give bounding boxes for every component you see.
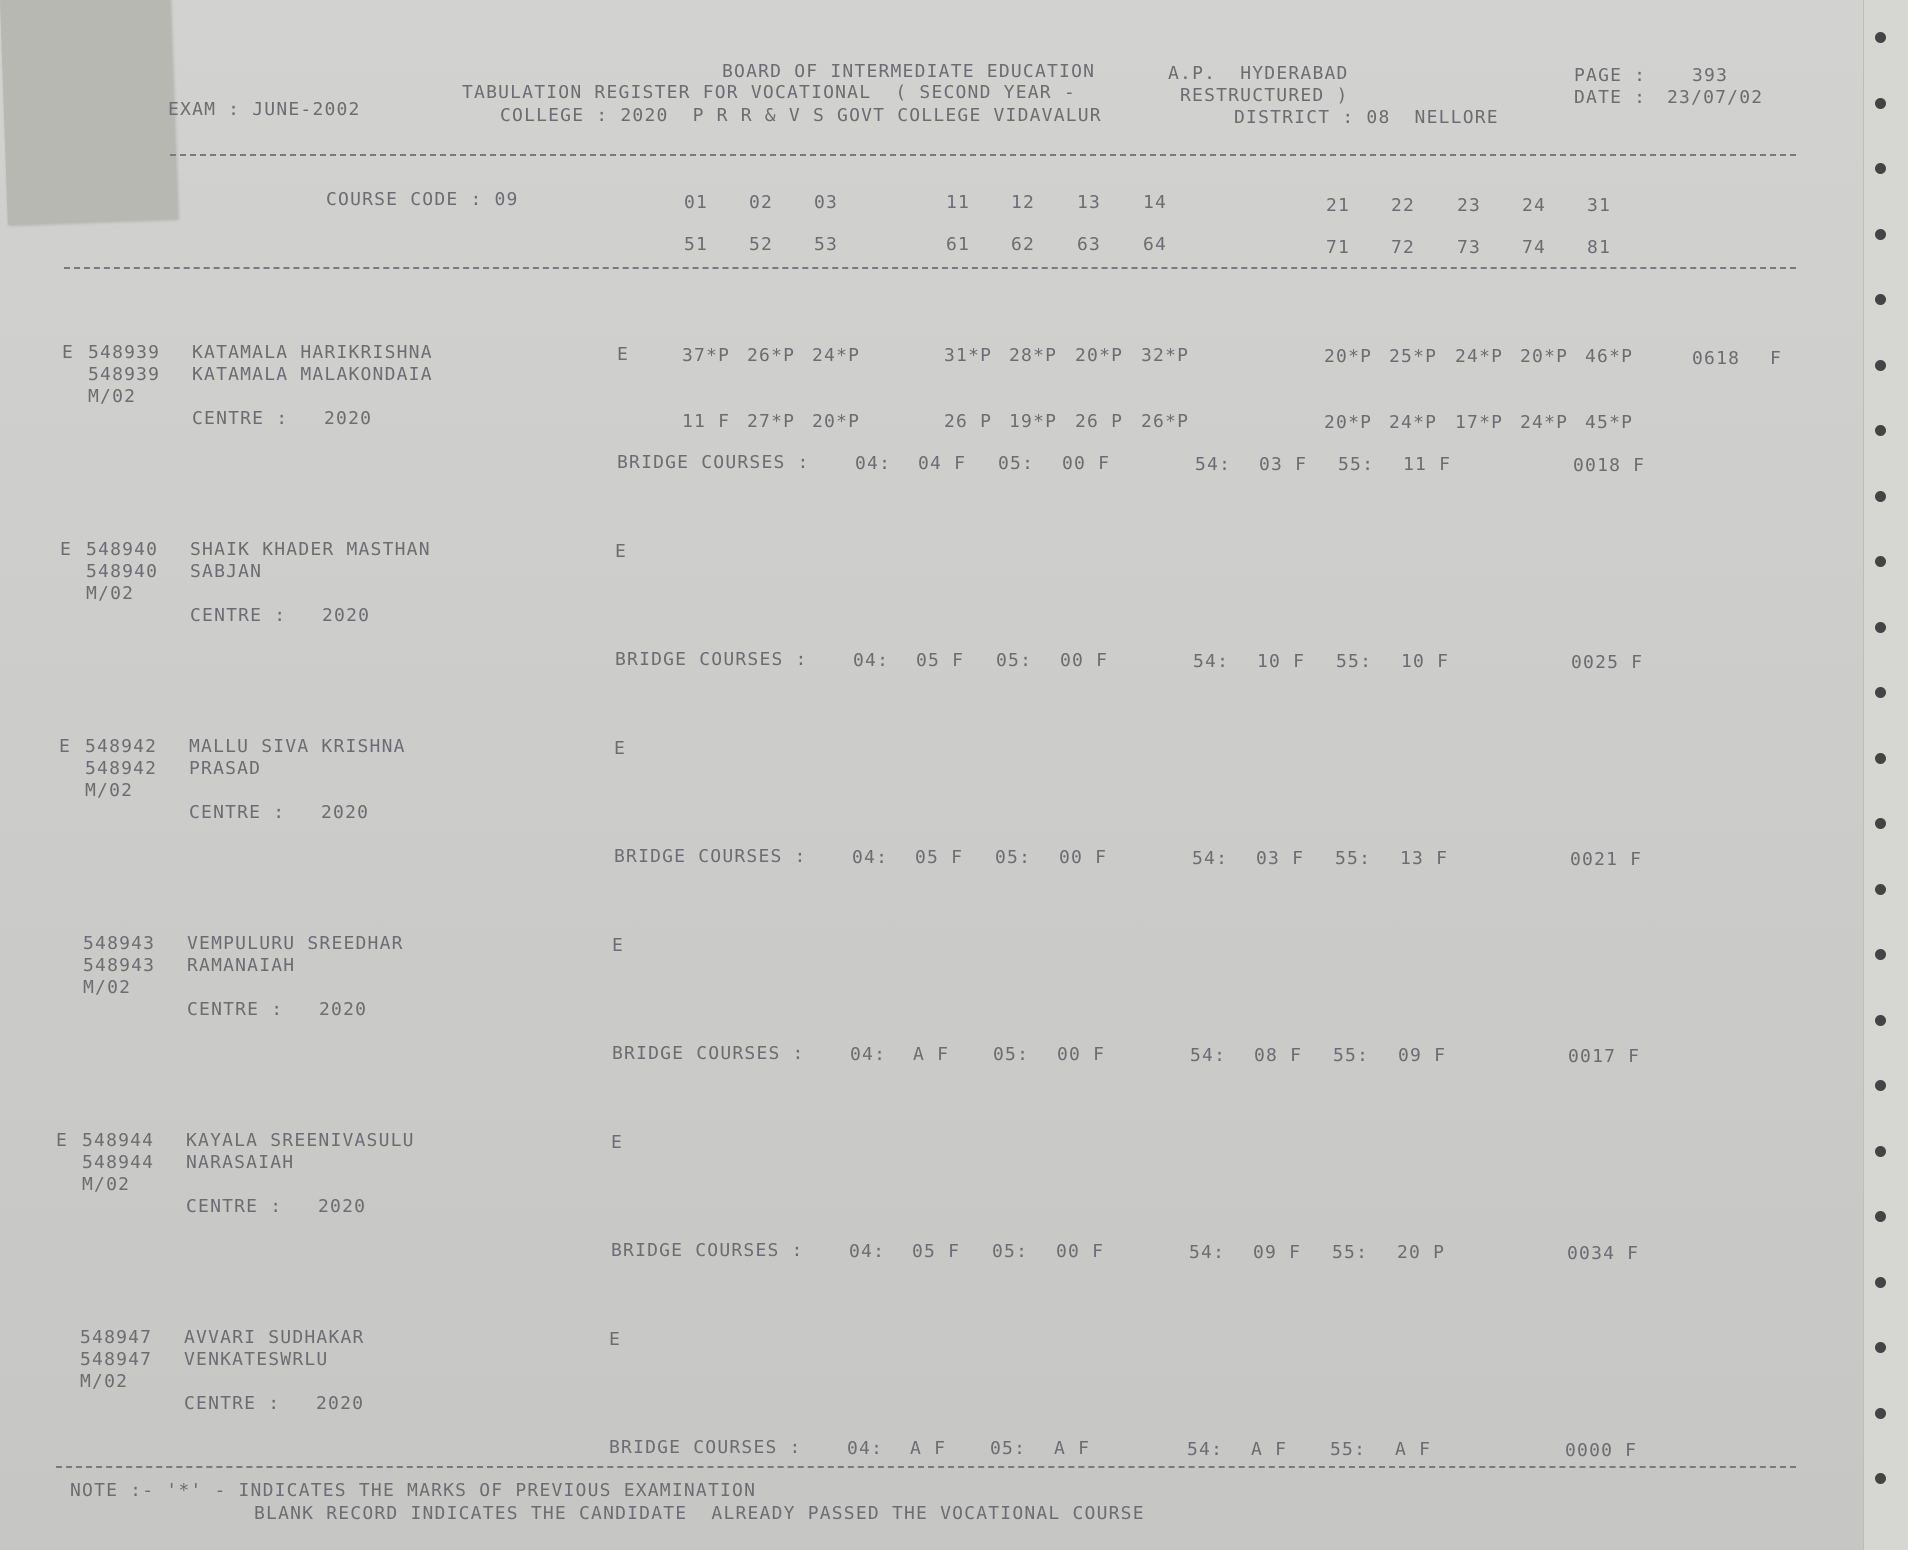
exam-flag: E [60, 539, 73, 560]
centre-code: 2020 [324, 408, 373, 429]
candidate-name: KATAMALA HARIKRISHNA [192, 342, 433, 363]
bridge-code: 05: [998, 453, 1035, 474]
bridge-total: 0017 F [1568, 1046, 1641, 1067]
bridge-mark: 00 F [1056, 1241, 1105, 1262]
parent-name: KATAMALA MALAKONDAIA [192, 364, 433, 385]
bridge-mark: 09 F [1398, 1045, 1447, 1066]
parent-name: SABJAN [190, 561, 263, 582]
binder-hole [1875, 687, 1886, 698]
bridge-code: 55: [1333, 1045, 1370, 1066]
bridge-courses-label: BRIDGE COURSES : [617, 452, 810, 473]
subject-mark: 32*P [1141, 345, 1190, 366]
hall-ticket-number: 548944 [82, 1130, 155, 1151]
binder-hole [1875, 818, 1886, 829]
bridge-mark: A F [910, 1438, 947, 1459]
divider [56, 1466, 1796, 1468]
exam-flag: E [56, 1130, 69, 1151]
subject-mark: 24*P [1520, 412, 1569, 433]
binder-hole [1875, 229, 1886, 240]
perforated-edge [1863, 0, 1908, 1550]
bridge-mark: 05 F [912, 1241, 961, 1262]
course-code-label: COURSE CODE : 09 [326, 189, 519, 210]
registration-number: 548940 [86, 561, 159, 582]
subject-mark: 37*P [682, 345, 731, 366]
binder-hole [1875, 1080, 1886, 1091]
registration-number: 548944 [82, 1152, 155, 1173]
bridge-mark: 05 F [916, 650, 965, 671]
bridge-code: 55: [1338, 454, 1375, 475]
binder-hole [1875, 884, 1886, 895]
course-code: 13 [1077, 192, 1102, 213]
bridge-mark: 09 F [1253, 1242, 1302, 1263]
parent-name: PRASAD [189, 758, 262, 779]
candidate-name: MALLU SIVA KRISHNA [189, 736, 406, 757]
centre-code: 2020 [319, 999, 368, 1020]
binder-hole [1875, 1473, 1886, 1484]
course-code: 61 [946, 234, 971, 255]
category-code: M/02 [80, 1371, 129, 1392]
subject-mark: 11 F [682, 411, 731, 432]
bridge-code: 05: [993, 1044, 1030, 1065]
bridge-mark: 03 F [1259, 454, 1308, 475]
centre-label: CENTRE : [189, 802, 286, 823]
binder-hole [1875, 1211, 1886, 1222]
medium-code: E [617, 344, 630, 365]
centre-label: CENTRE : [184, 1393, 281, 1414]
binder-hole [1875, 360, 1886, 371]
registration-number: 548947 [80, 1349, 153, 1370]
board-title: BOARD OF INTERMEDIATE EDUCATION [722, 61, 1096, 82]
grand-total: 0618 [1692, 348, 1741, 369]
subject-mark: 19*P [1009, 411, 1058, 432]
district-info: DISTRICT : 08 NELLORE [1234, 107, 1499, 128]
print-date: 23/07/02 [1667, 87, 1764, 108]
date-label: DATE : [1574, 87, 1647, 108]
subject-mark: 28*P [1009, 345, 1058, 366]
binder-hole [1875, 1277, 1886, 1288]
binder-hole [1875, 1146, 1886, 1157]
bridge-code: 54: [1195, 454, 1232, 475]
exam-label: EXAM : JUNE-2002 [168, 99, 361, 120]
candidate-name: VEMPULURU SREEDHAR [187, 933, 404, 954]
bridge-code: 05: [996, 650, 1033, 671]
bridge-total: 0021 F [1570, 849, 1643, 870]
course-code: 24 [1522, 195, 1547, 216]
centre-label: CENTRE : [187, 999, 284, 1020]
binder-hole [1875, 949, 1886, 960]
subject-mark: 20*P [812, 411, 861, 432]
restructured-label: RESTRUCTURED ) [1180, 85, 1349, 106]
register-title: TABULATION REGISTER FOR VOCATIONAL ( SECOND YEAR - [462, 82, 1076, 103]
bridge-courses-label: BRIDGE COURSES : [612, 1043, 805, 1064]
course-code: 22 [1391, 195, 1416, 216]
subject-mark: 25*P [1389, 346, 1438, 367]
bridge-mark: 05 F [915, 847, 964, 868]
hall-ticket-number: 548939 [88, 342, 161, 363]
subject-mark: 26*P [747, 345, 796, 366]
subject-mark: 24*P [1389, 412, 1438, 433]
bridge-code: 54: [1187, 1439, 1224, 1460]
medium-code: E [609, 1329, 622, 1350]
bridge-mark: 13 F [1400, 848, 1449, 869]
bridge-code: 55: [1330, 1439, 1367, 1460]
course-code: 53 [814, 234, 839, 255]
category-code: M/02 [83, 977, 132, 998]
course-code: 14 [1143, 192, 1168, 213]
candidate-name: SHAIK KHADER MASTHAN [190, 539, 431, 560]
parent-name: RAMANAIAH [187, 955, 296, 976]
binder-hole [1875, 294, 1886, 305]
hall-ticket-number: 548942 [85, 736, 158, 757]
result-status: F [1770, 348, 1783, 369]
page-number: 393 [1692, 65, 1729, 86]
course-code: 03 [814, 192, 839, 213]
bridge-mark: A F [1251, 1439, 1288, 1460]
bridge-mark: A F [1395, 1439, 1432, 1460]
bridge-courses-label: BRIDGE COURSES : [615, 649, 808, 670]
binder-hole [1875, 32, 1886, 43]
bridge-mark: A F [1054, 1438, 1091, 1459]
state-city: A.P. HYDERABAD [1168, 63, 1349, 84]
category-code: M/02 [88, 386, 137, 407]
bridge-mark: 00 F [1057, 1044, 1106, 1065]
medium-code: E [614, 738, 627, 759]
course-code: 51 [684, 234, 709, 255]
exam-flag: E [62, 342, 75, 363]
bridge-mark: 08 F [1254, 1045, 1303, 1066]
parent-name: VENKATESWRLU [184, 1349, 329, 1370]
bridge-total: 0000 F [1565, 1440, 1638, 1461]
page-label: PAGE : [1574, 65, 1647, 86]
note-line-1: NOTE :- '*' - INDICATES THE MARKS OF PREVIOUS EXAMINATION [70, 1480, 757, 1501]
bridge-code: 55: [1332, 1242, 1369, 1263]
bridge-total: 0025 F [1571, 652, 1644, 673]
candidate-name: KAYALA SREENIVASULU [186, 1130, 415, 1151]
subject-mark: 24*P [1455, 346, 1504, 367]
binder-hole [1875, 98, 1886, 109]
subject-mark: 31*P [944, 345, 993, 366]
binder-hole [1875, 753, 1886, 764]
bridge-mark: 10 F [1401, 651, 1450, 672]
binder-hole [1875, 622, 1886, 633]
binder-hole [1875, 425, 1886, 436]
bridge-code: 04: [852, 847, 889, 868]
course-code: 72 [1391, 237, 1416, 258]
subject-mark: 26 P [944, 411, 993, 432]
bridge-code: 05: [992, 1241, 1029, 1262]
subject-mark: 20*P [1324, 346, 1373, 367]
registration-number: 548939 [88, 364, 161, 385]
bridge-mark: 11 F [1403, 454, 1452, 475]
bridge-courses-label: BRIDGE COURSES : [611, 1240, 804, 1261]
medium-code: E [615, 541, 628, 562]
category-code: M/02 [86, 583, 135, 604]
bridge-code: 05: [995, 847, 1032, 868]
course-code: 62 [1011, 234, 1036, 255]
divider [64, 267, 1796, 269]
bridge-mark: 03 F [1256, 848, 1305, 869]
centre-code: 2020 [321, 802, 370, 823]
subject-mark: 26 P [1075, 411, 1124, 432]
bridge-mark: 04 F [918, 453, 967, 474]
bridge-code: 54: [1189, 1242, 1226, 1263]
binder-hole [1875, 1408, 1886, 1419]
centre-label: CENTRE : [192, 408, 289, 429]
bridge-code: 05: [990, 1438, 1027, 1459]
divider [170, 154, 1796, 156]
course-code: 23 [1457, 195, 1482, 216]
binder-hole [1875, 1342, 1886, 1353]
college-info: COLLEGE : 2020 P R R & V S GOVT COLLEGE VIDAVALUR [500, 105, 1102, 126]
bridge-code: 04: [847, 1438, 884, 1459]
bridge-code: 55: [1335, 848, 1372, 869]
course-code: 21 [1326, 195, 1351, 216]
course-code: 02 [749, 192, 774, 213]
bridge-mark: A F [913, 1044, 950, 1065]
binder-hole [1875, 556, 1886, 567]
bridge-code: 04: [850, 1044, 887, 1065]
registration-number: 548942 [85, 758, 158, 779]
centre-label: CENTRE : [190, 605, 287, 626]
bridge-code: 54: [1190, 1045, 1227, 1066]
note-line-2: BLANK RECORD INDICATES THE CANDIDATE ALREADY PASSED THE VOCATIONAL COURSE [254, 1503, 1145, 1524]
subject-mark: 17*P [1455, 412, 1504, 433]
binder-hole [1875, 491, 1886, 502]
bridge-mark: 00 F [1062, 453, 1111, 474]
registration-number: 548943 [83, 955, 156, 976]
hall-ticket-number: 548947 [80, 1327, 153, 1348]
bridge-code: 54: [1192, 848, 1229, 869]
subject-mark: 24*P [812, 345, 861, 366]
bridge-code: 04: [853, 650, 890, 671]
hall-ticket-number: 548943 [83, 933, 156, 954]
course-code: 81 [1587, 237, 1612, 258]
subject-mark: 20*P [1075, 345, 1124, 366]
subject-mark: 45*P [1585, 412, 1634, 433]
bridge-code: 55: [1336, 651, 1373, 672]
bridge-code: 04: [855, 453, 892, 474]
parent-name: NARASAIAH [186, 1152, 295, 1173]
course-code: 52 [749, 234, 774, 255]
centre-label: CENTRE : [186, 1196, 283, 1217]
bridge-total: 0034 F [1567, 1243, 1640, 1264]
binder-hole [1875, 163, 1886, 174]
centre-code: 2020 [316, 1393, 365, 1414]
bridge-code: 54: [1193, 651, 1230, 672]
bridge-courses-label: BRIDGE COURSES : [609, 1437, 802, 1458]
candidate-name: AVVARI SUDHAKAR [184, 1327, 365, 1348]
course-code: 12 [1011, 192, 1036, 213]
course-code: 73 [1457, 237, 1482, 258]
bridge-mark: 10 F [1257, 651, 1306, 672]
centre-code: 2020 [322, 605, 371, 626]
medium-code: E [611, 1132, 624, 1153]
exam-flag: E [59, 736, 72, 757]
course-code: 64 [1143, 234, 1168, 255]
subject-mark: 20*P [1324, 412, 1373, 433]
category-code: M/02 [85, 780, 134, 801]
medium-code: E [612, 935, 625, 956]
bridge-total: 0018 F [1573, 455, 1646, 476]
bridge-courses-label: BRIDGE COURSES : [614, 846, 807, 867]
bridge-code: 04: [849, 1241, 886, 1262]
course-code: 01 [684, 192, 709, 213]
hall-ticket-number: 548940 [86, 539, 159, 560]
bridge-mark: 20 P [1397, 1242, 1446, 1263]
bridge-mark: 00 F [1060, 650, 1109, 671]
adhesive-tape [0, 0, 178, 225]
binder-hole [1875, 1015, 1886, 1026]
subject-mark: 46*P [1585, 346, 1634, 367]
course-code: 71 [1326, 237, 1351, 258]
subject-mark: 27*P [747, 411, 796, 432]
bridge-mark: 00 F [1059, 847, 1108, 868]
course-code: 11 [946, 192, 971, 213]
course-code: 74 [1522, 237, 1547, 258]
category-code: M/02 [82, 1174, 131, 1195]
course-code: 31 [1587, 195, 1612, 216]
centre-code: 2020 [318, 1196, 367, 1217]
subject-mark: 20*P [1520, 346, 1569, 367]
course-code: 63 [1077, 234, 1102, 255]
subject-mark: 26*P [1141, 411, 1190, 432]
